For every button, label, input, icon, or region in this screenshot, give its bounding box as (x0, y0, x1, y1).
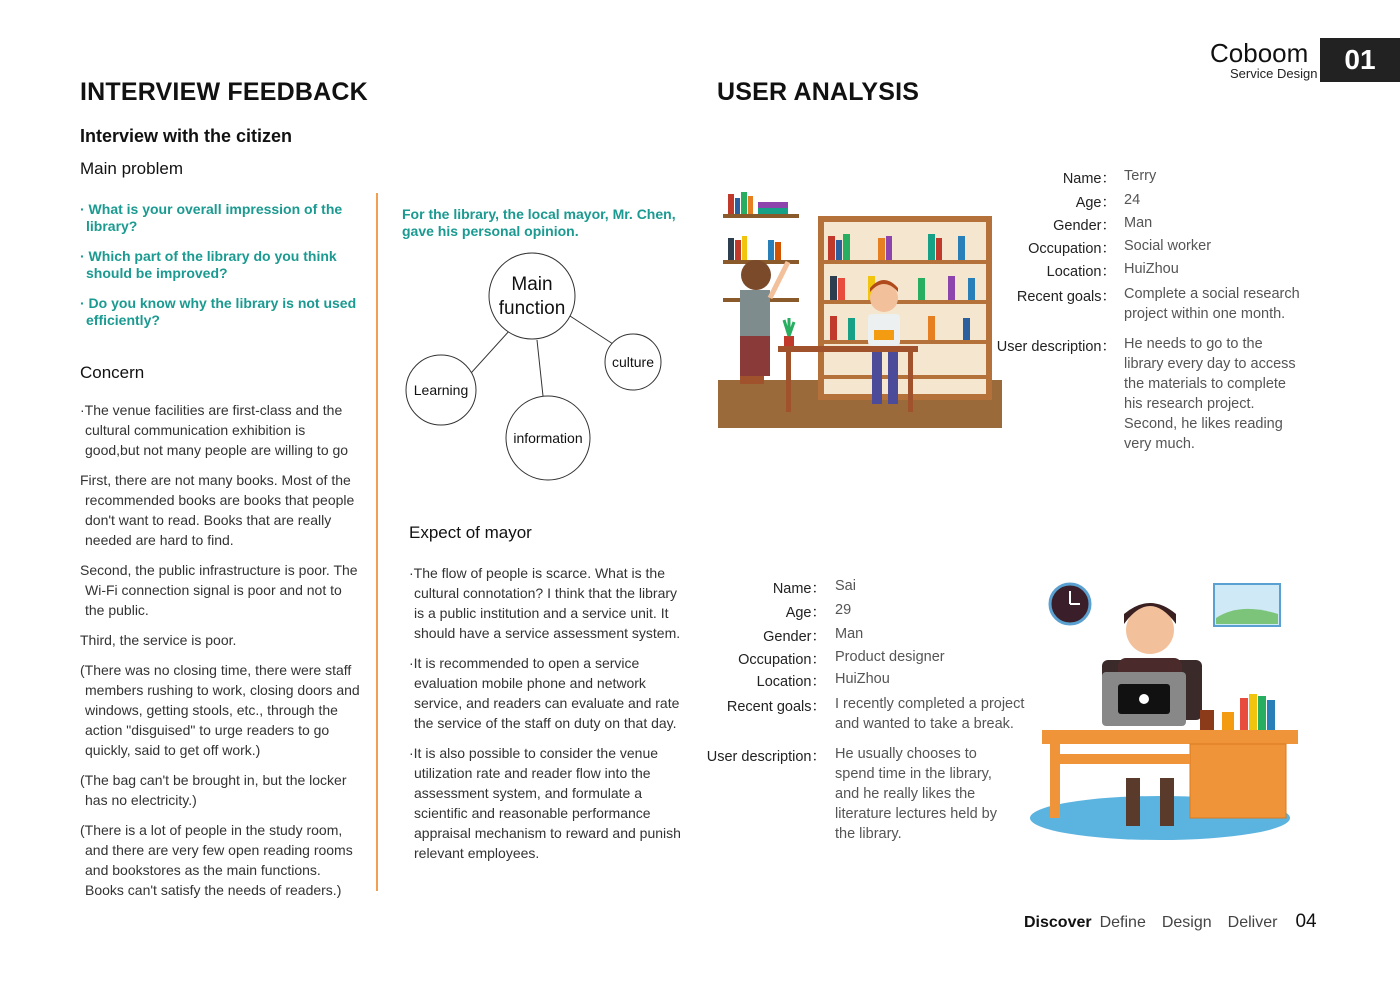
user1-description-label: User description： (996, 339, 1116, 355)
user1-occupation: Social worker (1124, 238, 1212, 254)
main-problem-heading: Main problem (80, 159, 183, 178)
user2-description-label: User description： (706, 749, 826, 765)
user1-age-label: Age： (1075, 195, 1116, 211)
standing-person-icon (740, 260, 788, 384)
user1-gender-label: Gender： (1053, 218, 1116, 234)
mindmap-node-label: Learning (413, 382, 469, 398)
user-analysis-title: USER ANALYSIS (717, 78, 920, 106)
user1-name: Terry (1124, 168, 1157, 184)
concern-paragraph: Third, the service is poor. (80, 632, 237, 648)
user2-location-label: Location： (756, 674, 826, 690)
user2-age: 29 (835, 602, 852, 618)
library-illustration (718, 180, 1002, 428)
user2-age-label: Age： (785, 605, 826, 621)
nav-deliver[interactable]: Deliver (1227, 914, 1278, 931)
user1-location-label: Location： (1046, 264, 1116, 280)
expect-paragraph: ·The flow of people is scarce. What is the cultural connotation? I think that the library is a public institution and a service unit. It should have a service assessment system. (409, 565, 681, 641)
page-number: 04 (1295, 911, 1317, 932)
mindmap-node-label: information (513, 430, 583, 446)
mindmap-center-node (489, 253, 575, 339)
question-item: · Do you know why the library is not used efficiently? (80, 295, 357, 328)
designer-illustration (1030, 578, 1305, 840)
laptop-icon (1102, 672, 1186, 726)
user2-occupation: Product designer (835, 649, 945, 665)
main-function-mindmap (400, 250, 680, 490)
nav-discover[interactable]: Discover (1024, 914, 1092, 931)
user1-occupation-label: Occupation： (1028, 241, 1116, 257)
user2-description: He usually chooses to spend time in the library, and he really likes the literature lectures held by the library. (835, 746, 997, 842)
expect-text (409, 563, 684, 873)
clock-icon (1050, 584, 1090, 624)
mayor-intro: For the library, the local mayor, Mr. Chen, gave his personal opinion. (402, 206, 676, 239)
expect-heading: Expect of mayor (409, 523, 532, 542)
interview-subtitle: Interview with the citizen (80, 126, 293, 146)
section-number: 01 (1320, 38, 1400, 82)
books-icon (728, 192, 788, 260)
user1-age: 24 (1124, 192, 1141, 208)
picture-frame-icon (1214, 584, 1280, 626)
concern-paragraph: ·The venue facilities are first-class and the cultural communication exhibition is good,but not many people are willing to go (80, 402, 349, 458)
user1-name-label: Name： (1062, 171, 1116, 187)
user1-location: HuiZhou (1124, 261, 1179, 277)
user2-goals-label: Recent goals： (726, 699, 826, 715)
interview-feedback-title: INTERVIEW FEEDBACK (80, 78, 368, 106)
plant-icon (784, 318, 794, 346)
books-stack-icon (1240, 694, 1275, 730)
concern-text (80, 400, 362, 910)
mindmap-link (570, 316, 613, 344)
concern-paragraph: First, there are not many books. Most of the recommended books are books that people don't want to read. Books that are really needed are hard to find. (80, 472, 355, 548)
mindmap-node-label: culture (611, 354, 655, 370)
concern-paragraph: (There is a lot of people in the study room, and there are very few open reading rooms and bookstores as the main functions. Books can't satisfy the needs of readers.) (80, 822, 353, 898)
concern-heading: Concern (80, 363, 145, 382)
mindmap-center-label: function (498, 298, 566, 319)
column-divider (376, 193, 378, 891)
mindmap-link (537, 340, 543, 396)
user2-gender: Man (835, 626, 864, 642)
user1-gender: Man (1124, 215, 1153, 231)
brand-subtitle: Service Design (1230, 66, 1318, 81)
expect-paragraph: ·It is recommended to open a service evaluation mobile phone and network service, and readers can evaluate and rate the service of the staff on duty on that day. (409, 655, 680, 731)
user1-goals: Complete a social research project within one month. (1124, 286, 1300, 322)
expect-paragraph: ·It is also possible to consider the venue utilization rate and reader flow into the assessment system, and formulate a scientific and reasonable performance appraisal mechanism to reward and punish relevant employees. (409, 745, 681, 861)
concern-paragraph: (The bag can't be brought in, but the locker has no electricity.) (80, 772, 347, 808)
user2-gender-label: Gender： (763, 629, 826, 645)
user2-goals: I recently completed a project and wanted to take a break. (835, 696, 1025, 732)
question-item: · What is your overall impression of the library? (80, 201, 343, 234)
user1-goals-label: Recent goals： (1016, 289, 1116, 305)
user1-description: He needs to go to the library every day to access the materials to complete his research project. Second, he likes reading very much. (1124, 336, 1296, 452)
concern-paragraph: (There was no closing time, there were staff members rushing to work, closing doors and windows, getting stools, etc., through the action "disguised" to urge readers to go quickly, said to get off work.) (80, 662, 360, 758)
question-item: · Which part of the library do you think should be improved? (80, 248, 337, 281)
nav-design[interactable]: Design (1161, 914, 1212, 931)
pencil-cup-icon (1222, 712, 1234, 730)
user2-occupation-label: Occupation： (738, 652, 826, 668)
user2-name-label: Name： (772, 581, 826, 597)
brand-name: Coboom (1210, 38, 1309, 68)
user2-location: HuiZhou (835, 671, 890, 687)
user2-name: Sai (835, 578, 856, 594)
coffee-mug-icon (1200, 710, 1214, 730)
mindmap-center-label: Main (511, 274, 553, 295)
footer-nav (1024, 911, 1317, 933)
concern-paragraph: Second, the public infrastructure is poor. The Wi-Fi connection signal is poor and not to the public. (80, 562, 358, 618)
nav-define[interactable]: Define (1099, 914, 1146, 931)
question-list (80, 201, 360, 329)
